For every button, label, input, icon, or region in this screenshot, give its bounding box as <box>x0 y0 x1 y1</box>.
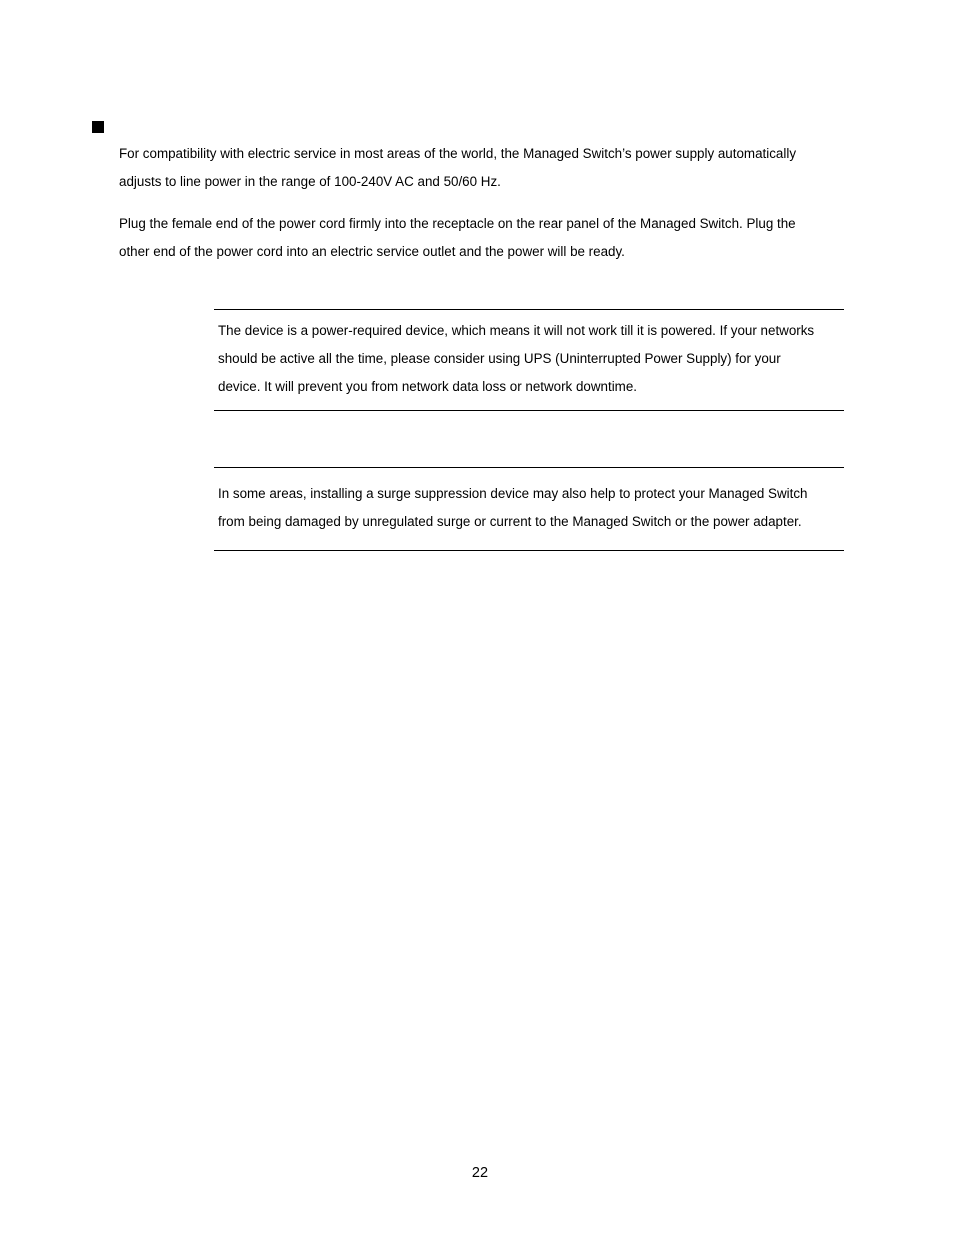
note-line: The device is a power-required device, which means it will not work till it is powered. If your networks <box>218 323 815 338</box>
page-number: 22 <box>471 1165 489 1181</box>
paragraph-line: adjusts to line power in the range of 100-240V AC and 50/60 Hz. <box>119 174 501 189</box>
note-box-power-required <box>214 309 844 411</box>
paragraph-line: other end of the power cord into an electric service outlet and the power will be ready. <box>119 244 625 259</box>
note-line: In some areas, installing a surge suppression device may also help to protect your Managed Switch <box>218 486 808 501</box>
note-line: device. It will prevent you from network data loss or network downtime. <box>218 379 638 394</box>
paragraph-line: Plug the female end of the power cord firmly into the receptacle on the rear panel of the Managed Switch. Plug the <box>119 216 796 231</box>
note-line: should be active all the time, please consider using UPS (Uninterrupted Power Supply) for your <box>218 351 781 366</box>
power-paragraph-compatibility <box>119 140 839 196</box>
paragraph-line: For compatibility with electric service in most areas of the world, the Managed Switch’s power supply automatically <box>119 146 797 161</box>
square-bullet-icon <box>92 121 104 133</box>
note-line: from being damaged by unregulated surge or current to the Managed Switch or the power adapter. <box>218 514 802 529</box>
note-text <box>214 310 844 401</box>
note-box-surge-suppression <box>214 467 844 551</box>
power-paragraph-plug-in <box>119 210 839 266</box>
note-text <box>214 468 844 536</box>
